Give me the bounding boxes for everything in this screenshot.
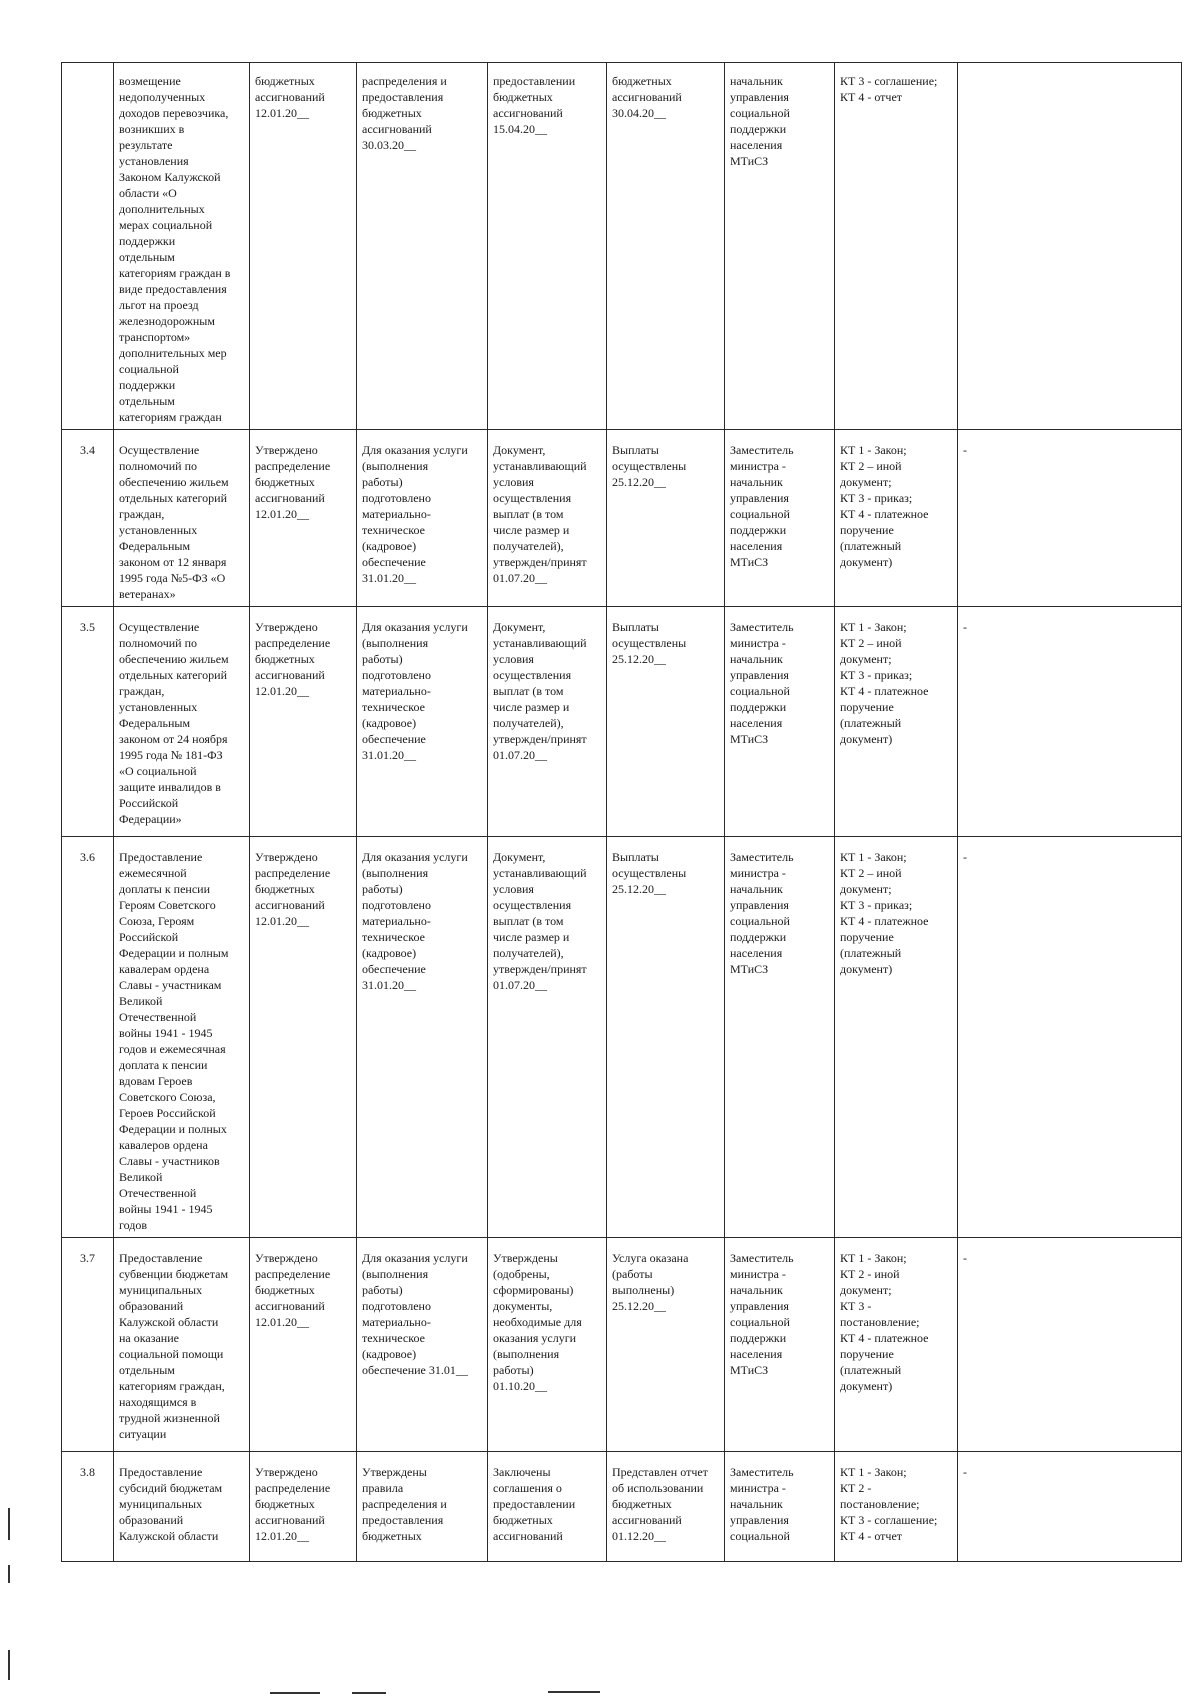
control-point-3: Документ, устанавливающий условия осуществления выплат (в том числе размер и получателей), утвержден/принят 01.07.20__ [488, 607, 607, 837]
row-number: 3.4 [62, 430, 114, 607]
control-point-2: распределения и предоставления бюджетных ассигнований 30.03.20__ [357, 63, 488, 430]
control-point-3: Заключены соглашения о предоставлении бюджетных ассигнований [488, 1452, 607, 1562]
control-point-2: Для оказания услуги (выполнения работы) подготовлено материально- техническое (кадровое) обеспечение 31.01.20__ [357, 607, 488, 837]
control-point-2: Для оказания услуги (выполнения работы) подготовлено материально- техническое (кадровое) обеспечение 31.01.20__ [357, 430, 488, 607]
control-point-4: Представлен отчет об использовании бюджетных ассигнований 01.12.20__ [607, 1452, 725, 1562]
responsible-person: начальник управления социальной поддержки населения МТиСЗ [725, 63, 835, 430]
control-point-4: Услуга оказана (работы выполнены) 25.12.20__ [607, 1238, 725, 1452]
confirming-documents: КТ 1 - Закон; КТ 2 - постановление; КТ 3 - соглашение; КТ 4 - отчет [835, 1452, 958, 1562]
scan-mark-bottom-2 [352, 1692, 386, 1694]
event-name: Предоставление субсидий бюджетам муниципальных образований Калужской области [114, 1452, 250, 1562]
note-cell [958, 63, 1182, 430]
control-point-1: Утверждено распределение бюджетных ассигнований 12.01.20__ [250, 837, 357, 1238]
control-point-4: Выплаты осуществлены 25.12.20__ [607, 607, 725, 837]
row-number: 3.8 [62, 1452, 114, 1562]
note-cell: - [958, 607, 1182, 837]
note-cell: - [958, 1238, 1182, 1452]
confirming-documents: КТ 1 - Закон; КТ 2 – иной документ; КТ 3 - приказ; КТ 4 - платежное поручение (платежный документ) [835, 837, 958, 1238]
note-cell: - [958, 430, 1182, 607]
event-name: возмещение недополученных доходов перевозчика, возникших в результате установления Законом Калужской области «О дополнительных мерах социальной поддержки отдельным категориям граждан в виде предоставления льгот на проезд железнодорожным транспортом» дополнительных мер социальной поддержки отдельным категориям граждан [114, 63, 250, 430]
scan-mark-bottom-3 [548, 1691, 600, 1693]
confirming-documents: КТ 1 - Закон; КТ 2 – иной документ; КТ 3 - приказ; КТ 4 - платежное поручение (платежный документ) [835, 430, 958, 607]
scan-mark-bottom-1 [270, 1692, 320, 1694]
table-row [62, 1452, 1182, 1562]
control-point-3: Утверждены (одобрены, сформированы) документы, необходимые для оказания услуги (выполнения работы) 01.10.20__ [488, 1238, 607, 1452]
row-number: 3.7 [62, 1238, 114, 1452]
control-point-4: Выплаты осуществлены 25.12.20__ [607, 430, 725, 607]
note-cell: - [958, 1452, 1182, 1562]
event-name: Предоставление субвенции бюджетам муниципальных образований Калужской области на оказание социальной помощи отдельным категориям граждан, находящимся в трудной жизненной ситуации [114, 1238, 250, 1452]
note-cell: - [958, 837, 1182, 1238]
scan-mark-left-1 [8, 1508, 10, 1540]
control-point-1: Утверждено распределение бюджетных ассигнований 12.01.20__ [250, 430, 357, 607]
table-row [62, 63, 1182, 430]
event-name: Осуществление полномочий по обеспечению жильем отдельных категорий граждан, установленных Федеральным законом от 12 января 1995 года №5-ФЗ «О ветеранах» [114, 430, 250, 607]
control-point-4: бюджетных ассигнований 30.04.20__ [607, 63, 725, 430]
control-point-3: Документ, устанавливающий условия осуществления выплат (в том числе размер и получателей), утвержден/принят 01.07.20__ [488, 837, 607, 1238]
row-number: 3.6 [62, 837, 114, 1238]
row-number: 3.5 [62, 607, 114, 837]
table-row [62, 607, 1182, 837]
control-point-4: Выплаты осуществлены 25.12.20__ [607, 837, 725, 1238]
control-point-1: Утверждено распределение бюджетных ассигнований 12.01.20__ [250, 1452, 357, 1562]
table-row [62, 837, 1182, 1238]
scan-mark-left-3 [8, 1650, 10, 1680]
control-point-3: предоставлении бюджетных ассигнований 15.04.20__ [488, 63, 607, 430]
confirming-documents: КТ 1 - Закон; КТ 2 - иной документ; КТ 3 - постановление; КТ 4 - платежное поручение (платежный документ) [835, 1238, 958, 1452]
event-name: Осуществление полномочий по обеспечению жильем отдельных категорий граждан, установленных Федеральным законом от 24 ноября 1995 года № 181-ФЗ «О социальной защите инвалидов в Российской Федерации» [114, 607, 250, 837]
confirming-documents: КТ 1 - Закон; КТ 2 – иной документ; КТ 3 - приказ; КТ 4 - платежное поручение (платежный документ) [835, 607, 958, 837]
control-point-2: Для оказания услуги (выполнения работы) подготовлено материально- техническое (кадровое) обеспечение 31.01.20__ [357, 837, 488, 1238]
control-point-2: Для оказания услуги (выполнения работы) подготовлено материально- техническое (кадровое) обеспечение 31.01__ [357, 1238, 488, 1452]
responsible-person: Заместитель министра - начальник управления социальной поддержки населения МТиСЗ [725, 1238, 835, 1452]
control-points-table [61, 62, 1182, 1562]
event-name: Предоставление ежемесячной доплаты к пенсии Героям Советского Союза, Героям Российской Федерации и полным кавалерам ордена Славы - участникам Великой Отечественной войны 1941 - 1945 годов и ежемесячная доплата к пенсии вдовам Героев Советского Союза, Героев Российской Федерации и полных кавалеров ордена Славы - участников Великой Отечественной войны 1941 - 1945 годов [114, 837, 250, 1238]
table-row [62, 1238, 1182, 1452]
control-point-1: Утверждено распределение бюджетных ассигнований 12.01.20__ [250, 1238, 357, 1452]
scan-mark-left-2 [8, 1565, 10, 1583]
control-point-3: Документ, устанавливающий условия осуществления выплат (в том числе размер и получателей), утвержден/принят 01.07.20__ [488, 430, 607, 607]
table-row [62, 430, 1182, 607]
responsible-person: Заместитель министра - начальник управления социальной поддержки населения МТиСЗ [725, 607, 835, 837]
control-point-1: бюджетных ассигнований 12.01.20__ [250, 63, 357, 430]
responsible-person: Заместитель министра - начальник управления социальной [725, 1452, 835, 1562]
confirming-documents: КТ 3 - соглашение; КТ 4 - отчет [835, 63, 958, 430]
control-point-1: Утверждено распределение бюджетных ассигнований 12.01.20__ [250, 607, 357, 837]
row-number [62, 63, 114, 430]
responsible-person: Заместитель министра - начальник управления социальной поддержки населения МТиСЗ [725, 837, 835, 1238]
control-point-2: Утверждены правила распределения и предоставления бюджетных [357, 1452, 488, 1562]
responsible-person: Заместитель министра - начальник управления социальной поддержки населения МТиСЗ [725, 430, 835, 607]
